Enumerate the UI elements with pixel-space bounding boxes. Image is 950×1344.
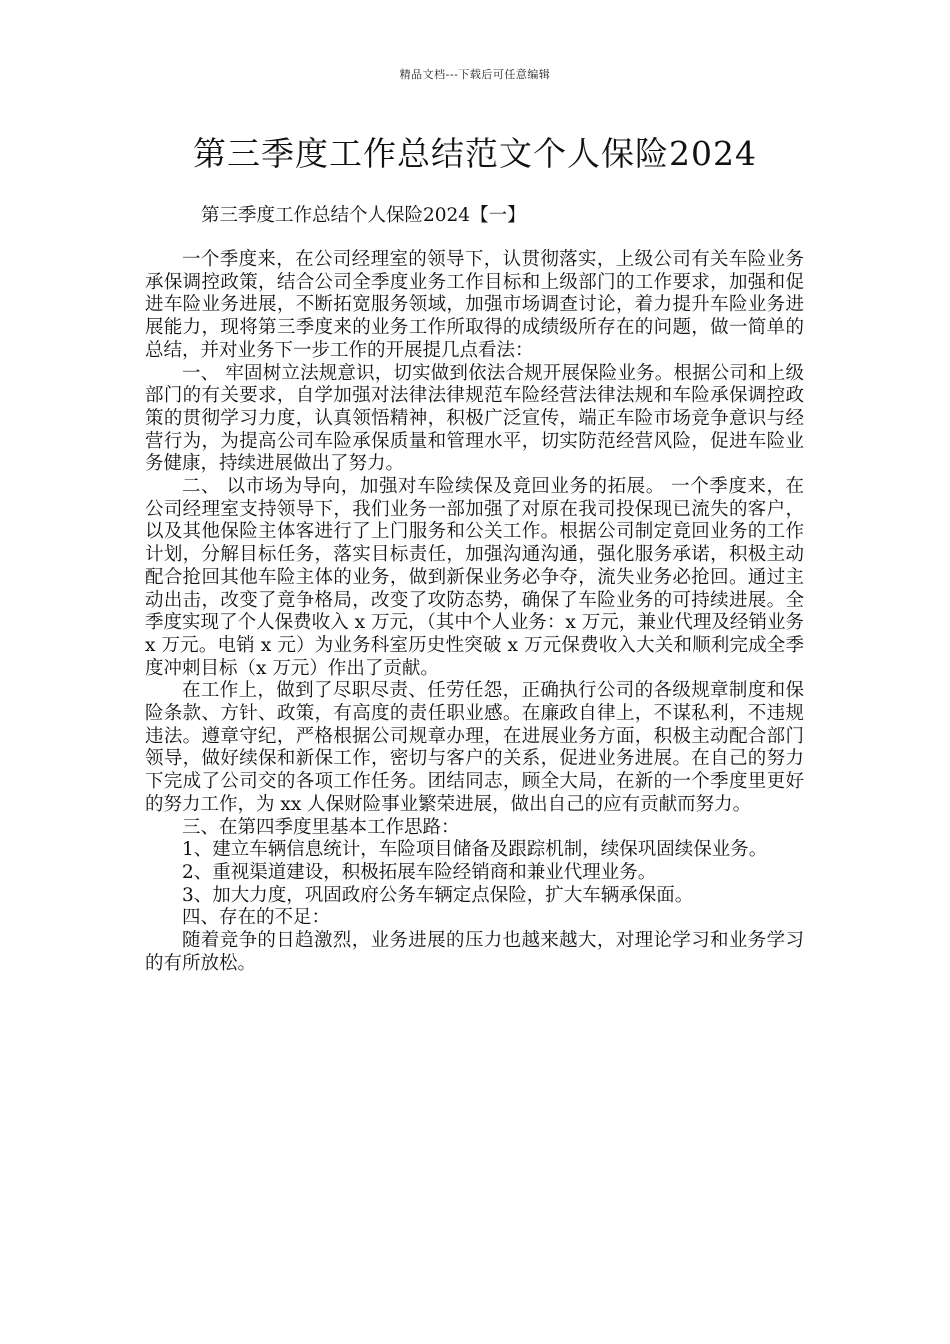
paragraph-plan-item-3: 3、加大力度，巩固政府公务车辆定点保险，扩大车辆承保面。 xyxy=(182,884,694,906)
paragraph-intro: 一个季度来，在公司经理室的领导下，认贯彻落实，上级公司有关车险业务承保调控政策，结合公司全季度业务工作目标和上级部门的工作要求，加强和促进车险业务进展，不断拓宽服务领域，加强市场调查讨论，着力提升车险业务进展能力，现将第三季度来的业务工作所取得的成绩级所存在的问题，做一简单的总结，并对业务下一步工作的开展提几点看法： xyxy=(145,249,804,361)
paragraph-shortcomings: 随着竞争的日趋激烈，业务进展的压力也越来越大，对理论学习和业务学习的有所放松。 xyxy=(145,930,804,974)
paragraph-point-two: 二、 以市场为导向，加强对车险续保及竟回业务的拓展。 一个季度来，在公司经理室支持领导下，我们业务一部加强了对原在我司投保现已流失的客户，以及其他保险主体客进行了上门服务和公关工作。根据公司制定竟回业务的工作计划，分解目标任务，落实目标责任，加强沟通沟通，强化服务承诺，积极主动配合抢回其他车险主体的业务，做到新保业务必争夺，流失业务必抢回。通过主动出击，改变了竟争格局，改变了攻防态势，确保了车险业务的可持续进展。全季度实现了个人保费收入 x 万元，（其中个人业务：x 万元，兼业代理及经销业务 x 万元。电销 x 元）为业务科室历史性突破 x 万元保费收入大关和顺利完成全季度冲刺目标（x 万元）作出了贡献。 xyxy=(145,476,804,679)
document-body xyxy=(145,249,804,976)
section-heading: 第三季度工作总结个人保险2024【一】 xyxy=(201,205,526,226)
paragraph-plan-item-1: 1、建立车辆信息统计，车险项目储备及跟踪机制，续保巩固续保业务。 xyxy=(182,839,768,861)
document-title: 第三季度工作总结范文个人保险2024 xyxy=(193,134,757,173)
header-note: 精品文档---下载后可任意编辑 xyxy=(399,68,551,81)
paragraph-work-attitude: 在工作上，做到了尽职尽责、任劳任怨，正确执行公司的各级规章制度和保险条款、方针、政策，有高度的责任职业感。在廉政自律上，不谋私利，不违规违法。遵章守纪，严格根据公司规章办理，在进展业务方面，积极主动配合部门领导，做好续保和新保工作，密切与客户的关系，促进业务进展。在自己的努力下完成了公司交的各项工作任务。团结同志，顾全大局，在新的一个季度里更好的努力工作，为 xx 人保财险事业繁荣进展，做出自己的应有贡献而努力。 xyxy=(145,680,804,815)
paragraph-point-four-heading: 四、存在的不足： xyxy=(182,907,331,929)
paragraph-plan-item-2: 2、重视渠道建设，积极拓展车险经销商和兼业代理业务。 xyxy=(182,861,657,883)
paragraph-point-one: 一、 牢固树立法规意识，切实做到依法合规开展保险业务。根据公司和上级部门的有关要求，自学加强对法律法律规范车险经营法律法规和车险承保调控政策的贯彻学习力度，认真领悟精神，积极广泛宣传，端正车险市场竞争意识与经营行为，为提高公司车险承保质量和管理水平，切实防范经营风险，促进车险业务健康，持续进展做出了努力。 xyxy=(145,362,804,475)
paragraph-point-three-heading: 三、在第四季度里基本工作思路： xyxy=(182,816,460,838)
